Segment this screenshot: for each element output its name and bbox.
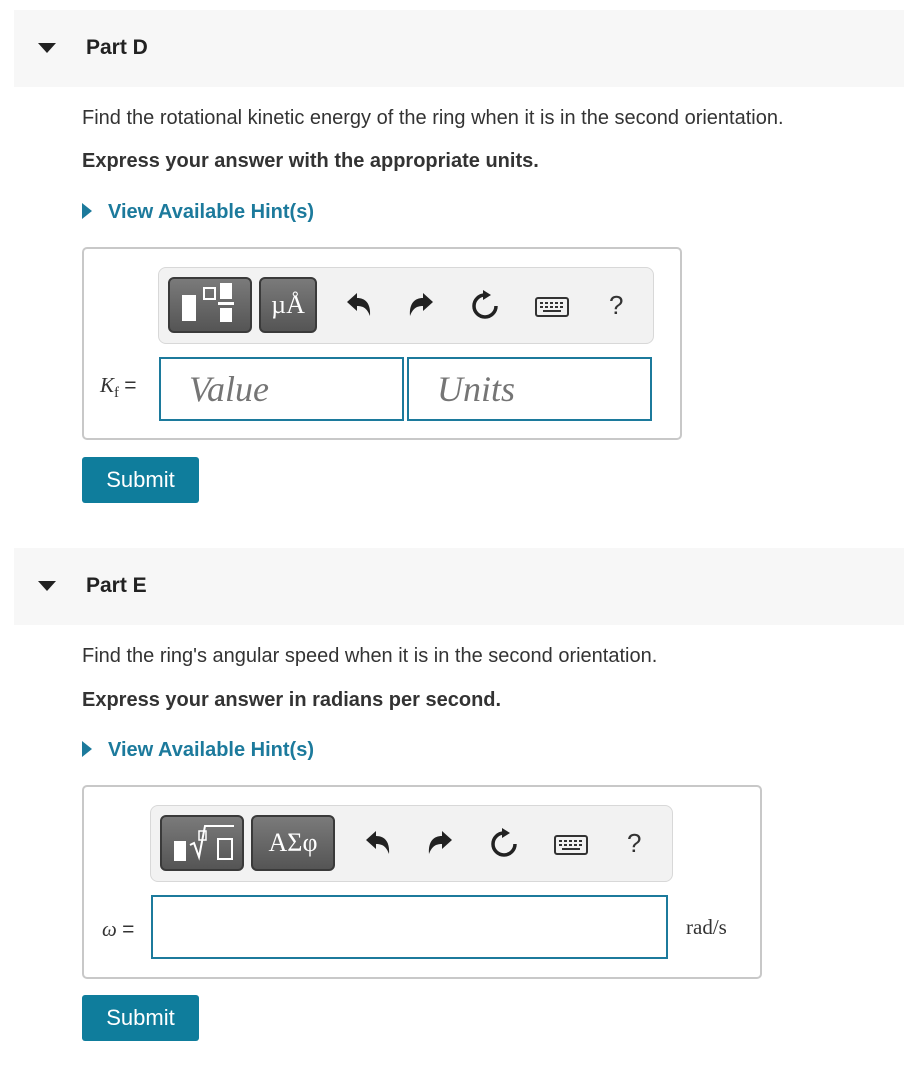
units-label: rad/s <box>686 915 727 939</box>
undo-icon[interactable] <box>362 827 394 859</box>
reset-icon[interactable] <box>469 289 501 321</box>
part-e-question: Find the ring's angular speed when it is in the second orientation. <box>82 645 658 667</box>
omega-label <box>102 917 134 942</box>
part-e-header[interactable] <box>14 548 904 625</box>
part-d-hint-label: View Available Hint(s) <box>108 201 314 223</box>
part-e-title: Part E <box>86 574 147 597</box>
caret-right-icon <box>82 741 92 757</box>
value-input[interactable] <box>159 357 404 421</box>
sqrt-template-icon <box>162 817 242 869</box>
caret-down-icon[interactable] <box>38 43 56 53</box>
part-d-hint-link[interactable] <box>82 201 314 224</box>
kf-subscript: f <box>114 385 120 402</box>
greek-symbols-button[interactable]: ΑΣφ <box>251 815 335 871</box>
part-e-toolbar <box>150 805 673 882</box>
templates-icon <box>170 279 250 331</box>
kf-label <box>100 373 137 402</box>
part-e-answer-box <box>82 785 762 979</box>
part-d-instruction: Express your answer with the appropriate units. <box>82 150 539 172</box>
reset-icon[interactable] <box>488 827 520 859</box>
part-d-question: Find the rotational kinetic energy of the ring when it is in the second orientation. <box>82 107 784 129</box>
part-d-answer-box <box>82 247 682 440</box>
help-button[interactable]: ? <box>609 290 624 320</box>
angular-speed-input[interactable] <box>151 895 668 959</box>
keyboard-icon[interactable] <box>553 828 589 860</box>
units-input[interactable] <box>407 357 652 421</box>
help-button[interactable]: ? <box>627 828 642 858</box>
redo-icon[interactable] <box>405 289 437 321</box>
keyboard-icon[interactable] <box>534 290 570 322</box>
part-e-hint-label: View Available Hint(s) <box>108 739 314 761</box>
kf-variable: K <box>100 373 115 397</box>
caret-down-icon[interactable] <box>38 581 56 591</box>
omega-variable: ω <box>102 917 117 941</box>
part-e-instruction: Express your answer in radians per second. <box>82 689 502 711</box>
part-d-title: Part D <box>86 36 148 59</box>
part-d-toolbar <box>158 267 654 344</box>
part-d-header[interactable] <box>14 10 904 87</box>
symbols-button[interactable]: µÅ <box>259 277 317 333</box>
undo-icon[interactable] <box>343 289 375 321</box>
caret-right-icon <box>82 203 92 219</box>
templates-button[interactable] <box>168 277 252 333</box>
equals-sign: = <box>122 918 135 941</box>
part-e-hint-link[interactable] <box>82 739 314 762</box>
part-d-submit-button[interactable]: Submit <box>82 457 199 503</box>
part-e-submit-button[interactable]: Submit <box>82 995 199 1041</box>
sqrt-templates-button[interactable] <box>160 815 244 871</box>
equals-sign: = <box>124 374 137 397</box>
redo-icon[interactable] <box>424 827 456 859</box>
